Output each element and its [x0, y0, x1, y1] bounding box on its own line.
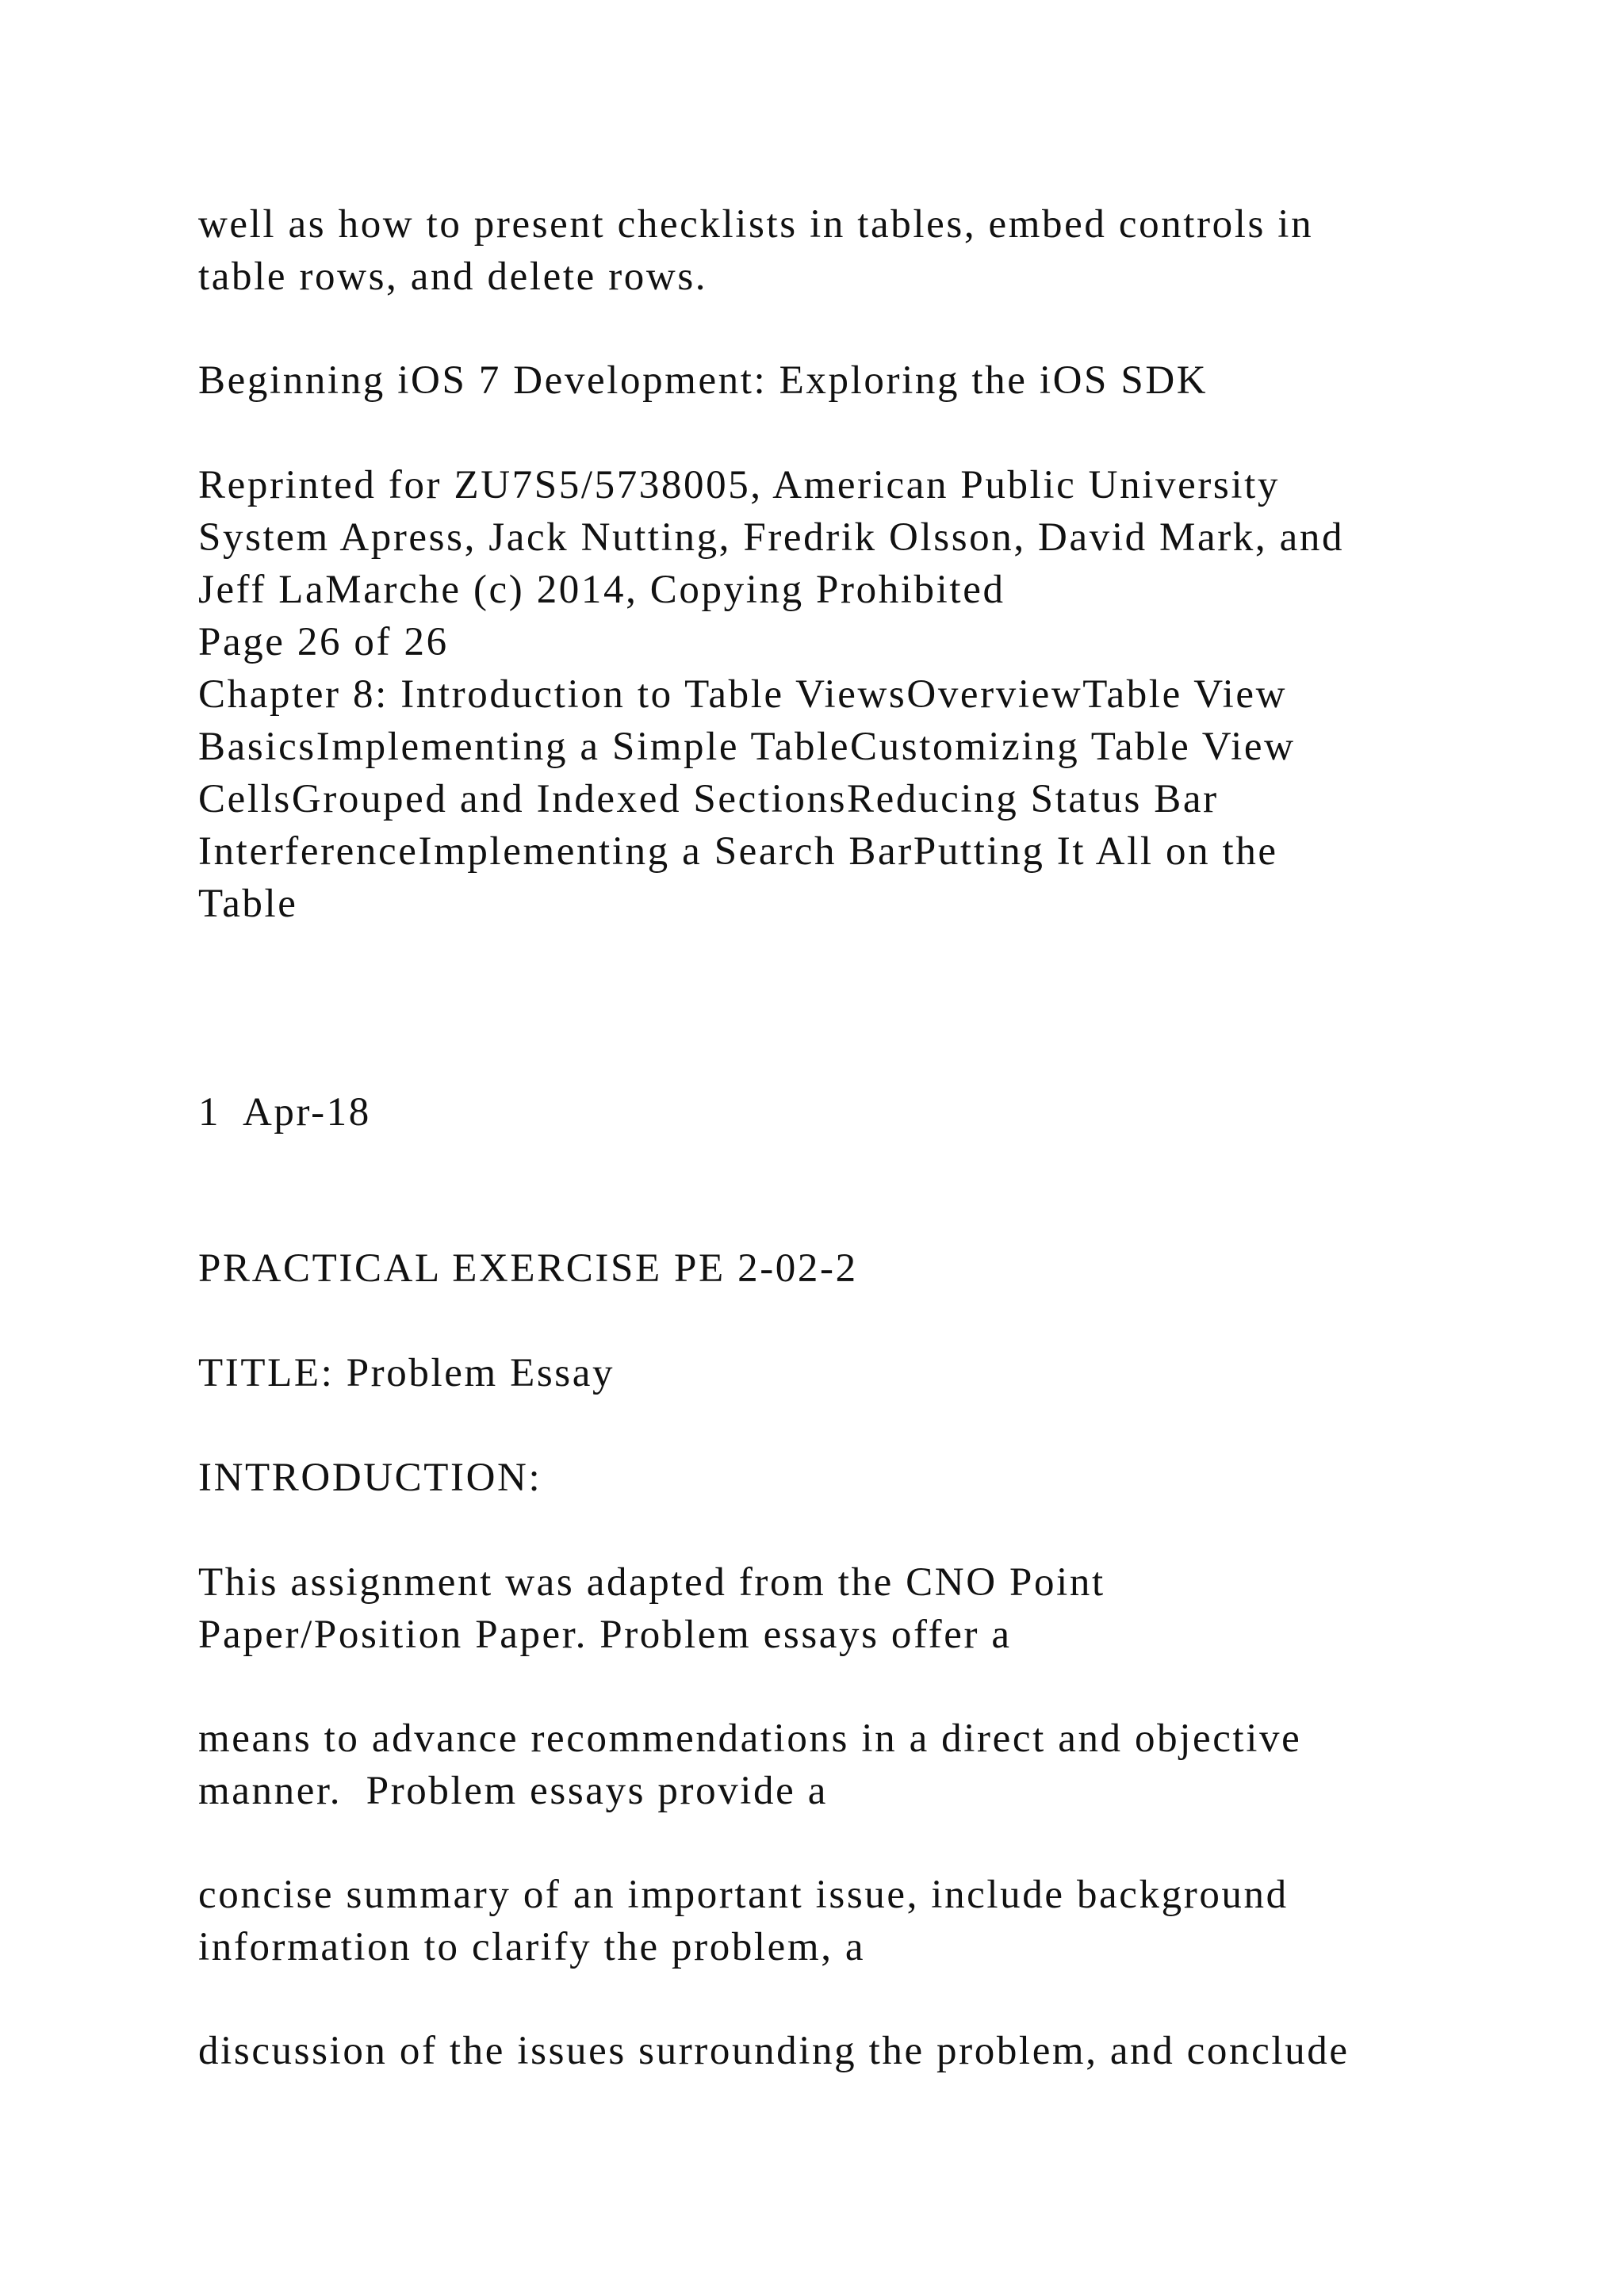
chapter-toc-line: CellsGrouped and Indexed SectionsReducing Status Bar	[198, 777, 1219, 821]
book-title: Beginning iOS 7 Development: Exploring the iOS SDK	[198, 358, 1208, 403]
page-number: Page 26 of 26	[198, 620, 449, 664]
reprint-notice-line: Jeff LaMarche (c) 2014, Copying Prohibited	[198, 568, 1005, 612]
text-line: table rows, and delete rows.	[198, 254, 708, 299]
paragraph-line: manner. Problem essays provide a	[198, 1769, 828, 1813]
paragraph-line: discussion of the issues surrounding the problem, and conclude	[198, 2029, 1350, 2073]
date-line: 1 Apr-18	[198, 1090, 371, 1135]
reprint-notice-line: Reprinted for ZU7S5/5738005, American Public University	[198, 463, 1280, 507]
text-line: well as how to present checklists in tables, embed controls in	[198, 202, 1314, 247]
paragraph-line: This assignment was adapted from the CNO Point	[198, 1560, 1105, 1605]
paragraph-line: means to advance recommendations in a direct and objective	[198, 1716, 1302, 1761]
paragraph-line: Paper/Position Paper. Problem essays offer a	[198, 1613, 1012, 1657]
chapter-toc-line: Chapter 8: Introduction to Table ViewsOverviewTable View	[198, 672, 1288, 717]
chapter-toc-line: InterferenceImplementing a Search BarPutting It All on the	[198, 829, 1278, 874]
exercise-heading: PRACTICAL EXERCISE PE 2-02-2	[198, 1246, 858, 1291]
chapter-toc-line: Table	[198, 882, 298, 926]
chapter-toc-line: BasicsImplementing a Simple TableCustomizing Table View	[198, 725, 1296, 769]
paragraph-line: concise summary of an important issue, include background	[198, 1873, 1289, 1917]
title-line: TITLE: Problem Essay	[198, 1351, 615, 1395]
paragraph-line: information to clarify the problem, a	[198, 1925, 866, 1969]
reprint-notice-line: System Apress, Jack Nutting, Fredrik Olsson, David Mark, and	[198, 515, 1345, 560]
section-heading: INTRODUCTION:	[198, 1456, 542, 1500]
